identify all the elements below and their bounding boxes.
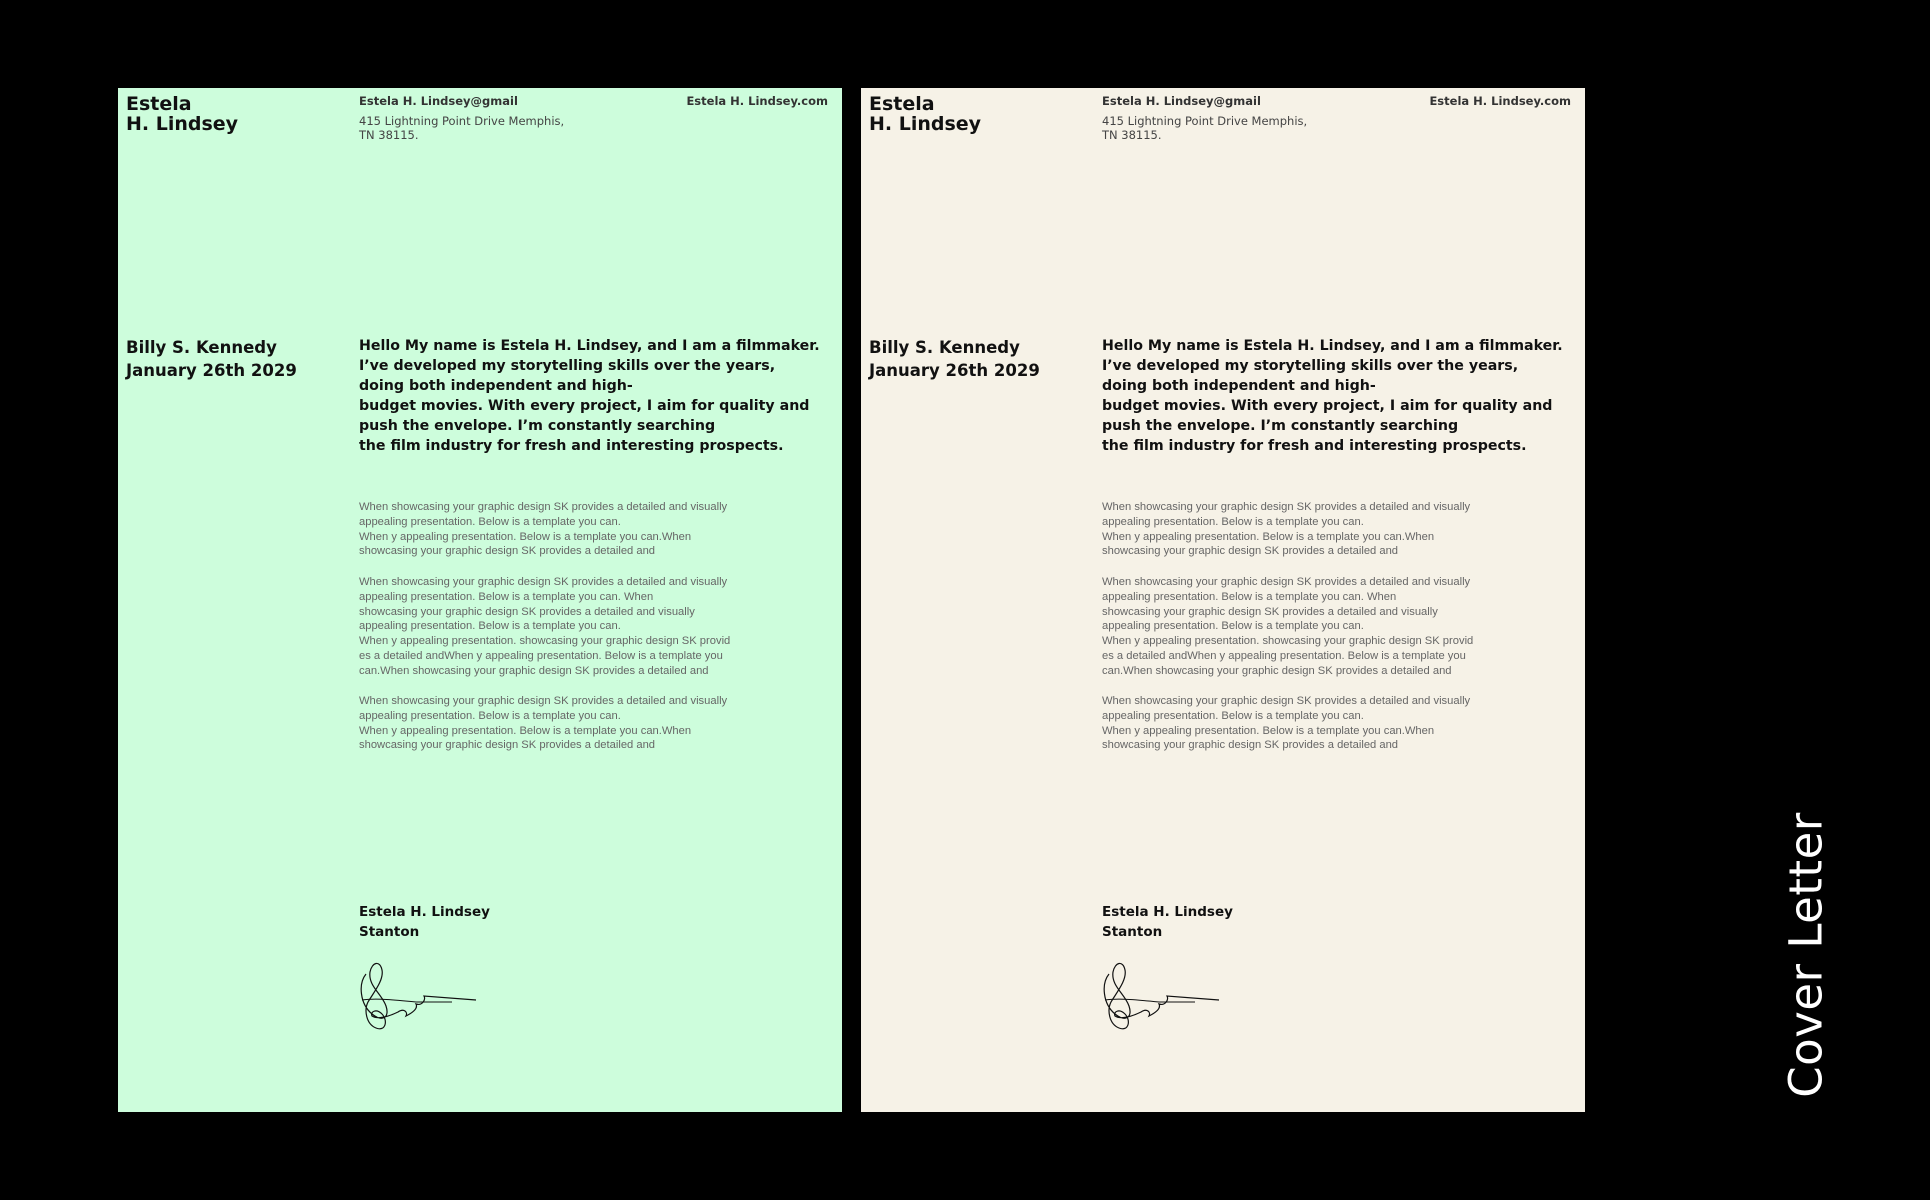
body-paragraph-2 <box>1102 575 1562 679</box>
side-title: Cover Letter <box>1779 812 1833 1098</box>
sender-name <box>126 94 238 134</box>
intro-line: budget movies. With every project, I aim for quality and <box>1102 398 1553 414</box>
body-line: appealing presentation. Below is a template you can. <box>1102 515 1364 528</box>
recipient-block <box>126 336 297 382</box>
body-line: When y appealing presentation. Below is a template you can.When <box>359 530 692 543</box>
intro-line: push the envelope. I’m constantly searching <box>1102 418 1459 434</box>
signoff-block <box>359 902 490 942</box>
sender-name-line2: H. Lindsey <box>126 113 239 135</box>
body-line: es a detailed andWhen y appealing presentation. Below is a template you <box>359 649 723 662</box>
body-line: appealing presentation. Below is a template you can. <box>359 515 621 528</box>
body-line: appealing presentation. Below is a template you can. <box>359 709 621 722</box>
intro-line: the film industry for fresh and interesting prospects. <box>359 438 784 454</box>
body-line: showcasing your graphic design SK provides a detailed and visually <box>1102 605 1438 618</box>
sender-website: Estela H. Lindsey.com <box>1429 94 1571 108</box>
letter-date: January 26th 2029 <box>126 361 297 380</box>
body-line: When showcasing your graphic design SK provides a detailed and visually <box>359 501 728 513</box>
intro-line: I’ve developed my storytelling skills over the years, <box>1102 358 1519 374</box>
body-line: When y appealing presentation. showcasing your graphic design SK provid <box>1102 635 1474 648</box>
sender-name-line1: Estela <box>126 93 192 115</box>
signature-icon <box>356 956 480 1036</box>
body-line: showcasing your graphic design SK provides a detailed and <box>359 739 656 752</box>
body-line: can.When showcasing your graphic design SK provides a detailed and <box>359 664 709 677</box>
intro-line: Hello My name is Estela H. Lindsey, and I am a filmmaker. <box>359 338 820 354</box>
address-line2: TN 38115. <box>359 128 419 142</box>
recipient-name: Billy S. Kennedy <box>126 338 277 357</box>
address-line2: TN 38115. <box>1102 128 1162 142</box>
intro-line: I’ve developed my storytelling skills over the years, <box>359 358 776 374</box>
sender-address <box>359 114 619 142</box>
body-paragraph-3 <box>359 694 819 753</box>
body-line: When showcasing your graphic design SK provides a detailed and visually <box>1102 695 1471 707</box>
body-line: When showcasing your graphic design SK provides a detailed and visually <box>1102 576 1471 588</box>
body-line: appealing presentation. Below is a template you can. <box>1102 620 1364 633</box>
signature-icon <box>1099 956 1223 1036</box>
body-line: es a detailed andWhen y appealing presentation. Below is a template you <box>1102 649 1466 662</box>
body-line: When showcasing your graphic design SK provides a detailed and visually <box>359 576 728 588</box>
sender-name <box>869 94 981 134</box>
body-line: appealing presentation. Below is a template you can. <box>1102 709 1364 722</box>
body-line: When y appealing presentation. showcasing your graphic design SK provid <box>359 635 731 648</box>
address-line1: 415 Lightning Point Drive Memphis, <box>359 114 565 128</box>
body-paragraph-1 <box>1102 500 1562 559</box>
sender-name-line2: H. Lindsey <box>869 113 982 135</box>
signoff-block <box>1102 902 1233 942</box>
intro-line: push the envelope. I’m constantly searching <box>359 418 716 434</box>
body-paragraph-1 <box>359 500 819 559</box>
intro-line: Hello My name is Estela H. Lindsey, and I am a filmmaker. <box>1102 338 1563 354</box>
body-line: When showcasing your graphic design SK provides a detailed and visually <box>359 695 728 707</box>
body-line: appealing presentation. Below is a template you can. When <box>1102 590 1397 603</box>
body-line: When y appealing presentation. Below is a template you can.When <box>1102 530 1435 543</box>
recipient-block <box>869 336 1040 382</box>
intro-line: the film industry for fresh and interesting prospects. <box>1102 438 1527 454</box>
body-line: showcasing your graphic design SK provides a detailed and <box>1102 545 1399 558</box>
sender-address <box>1102 114 1362 142</box>
intro-line: budget movies. With every project, I aim for quality and <box>359 398 810 414</box>
letter-date: January 26th 2029 <box>869 361 1040 380</box>
signoff-name: Estela H. Lindsey <box>1102 904 1233 920</box>
body-line: showcasing your graphic design SK provides a detailed and <box>1102 739 1399 752</box>
body-line: When y appealing presentation. Below is a template you can.When <box>1102 724 1435 737</box>
signoff-name: Estela H. Lindsey <box>359 904 490 920</box>
intro-paragraph <box>1102 336 1562 456</box>
cover-letter-page-cream <box>861 88 1585 1112</box>
body-line: can.When showcasing your graphic design SK provides a detailed and <box>1102 664 1452 677</box>
body-line: showcasing your graphic design SK provides a detailed and visually <box>359 605 695 618</box>
body-paragraph-3 <box>1102 694 1562 753</box>
address-line1: 415 Lightning Point Drive Memphis, <box>1102 114 1308 128</box>
body-line: appealing presentation. Below is a template you can. When <box>359 590 654 603</box>
sender-email: Estela H. Lindsey@gmail <box>359 94 518 108</box>
intro-line: doing both independent and high- <box>1102 378 1376 394</box>
intro-paragraph <box>359 336 819 456</box>
sender-website: Estela H. Lindsey.com <box>686 94 828 108</box>
sender-name-line1: Estela <box>869 93 935 115</box>
body-line: When showcasing your graphic design SK provides a detailed and visually <box>1102 501 1471 513</box>
body-line: appealing presentation. Below is a template you can. <box>359 620 621 633</box>
recipient-name: Billy S. Kennedy <box>869 338 1020 357</box>
cover-letter-page-mint <box>118 88 842 1112</box>
sender-email: Estela H. Lindsey@gmail <box>1102 94 1261 108</box>
body-paragraph-2 <box>359 575 819 679</box>
signoff-place: Stanton <box>359 924 420 940</box>
signoff-place: Stanton <box>1102 924 1163 940</box>
body-line: showcasing your graphic design SK provides a detailed and <box>359 545 656 558</box>
body-line: When y appealing presentation. Below is a template you can.When <box>359 724 692 737</box>
intro-line: doing both independent and high- <box>359 378 633 394</box>
